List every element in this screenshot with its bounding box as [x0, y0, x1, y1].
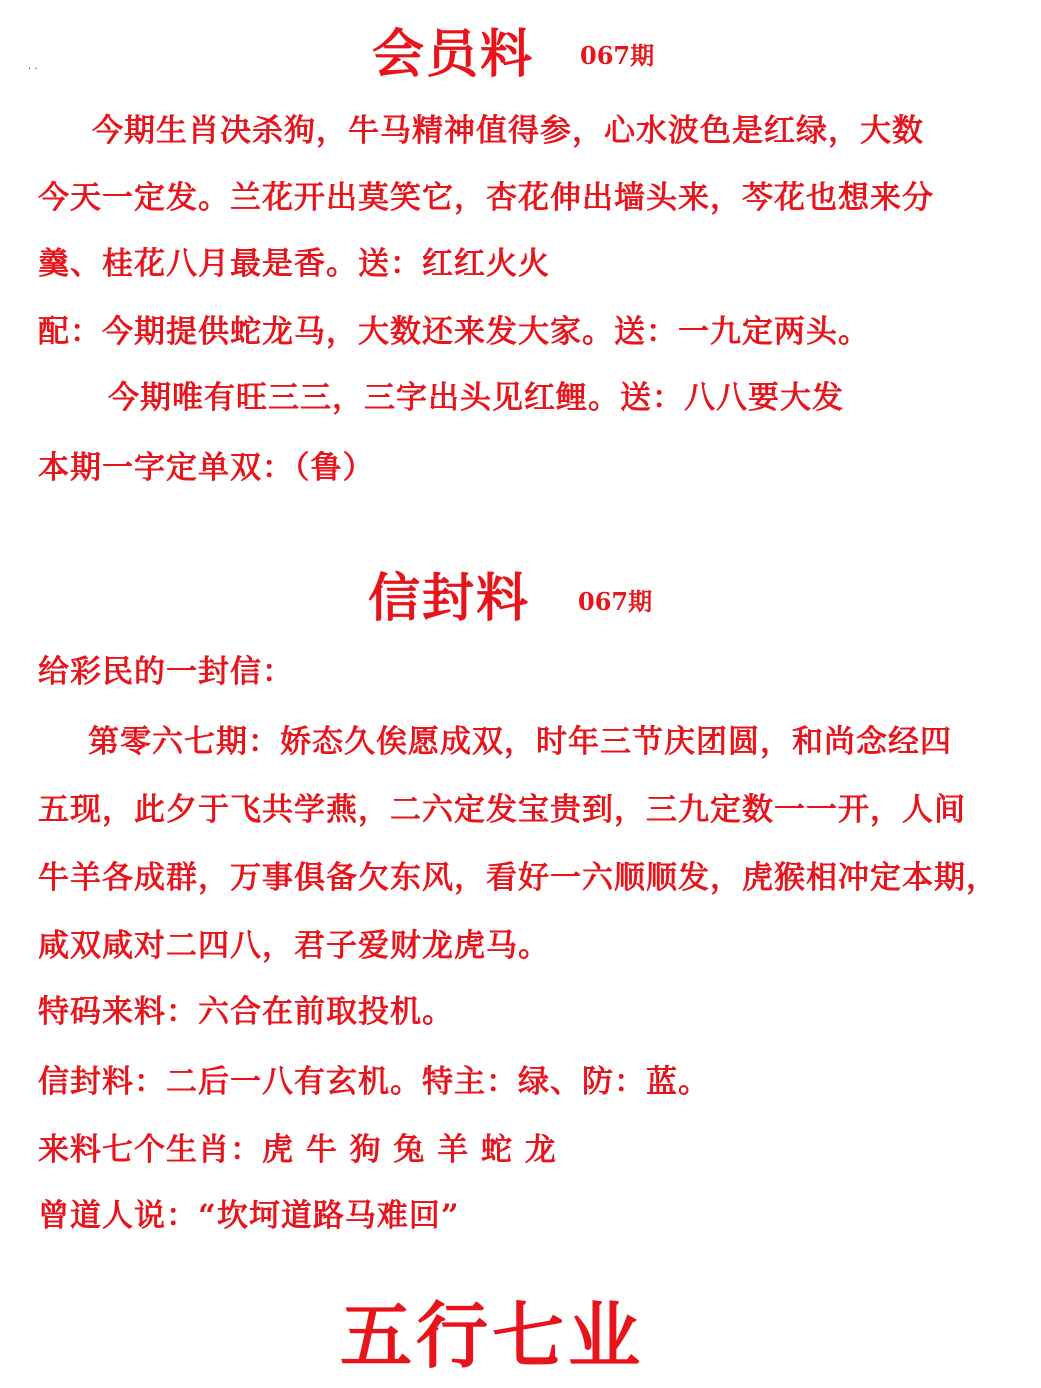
section2-line-4: 牛羊各成群，万事俱备欠东风，看好一六顺顺发，虎猴相冲定本期， [38, 860, 998, 896]
section2-line-2: 第零六七期：娇态久俟愿成双，时年三节庆团圆，和尚念经四 [88, 724, 952, 760]
section1-line-1: 今期生肖决杀狗，牛马精神值得参，心水波色是红绿，大数 [92, 113, 924, 149]
section2-line-3: 五现，此夕于飞共学燕，二六定发宝贵到，三九定数一一开，人间 [38, 792, 966, 828]
section1-title: 会员料 [372, 24, 535, 85]
scan-speck: · · [28, 64, 38, 75]
section1-line-3: 羹、桂花八月最是香。送：红红火火 [38, 246, 550, 282]
section2-line-8: 来料七个生肖：虎 牛 狗 兔 羊 蛇 龙 [38, 1132, 557, 1168]
section2-issue: 067期 [578, 587, 653, 616]
section1-line-2: 今天一定发。兰花开出莫笑它，杏花伸出墙头来，芩花也想来分 [38, 180, 934, 216]
section1-line-4: 配：今期提供蛇龙马，大数还来发大家。送：一九定两头。 [38, 314, 870, 350]
section2-line-1: 给彩民的一封信： [38, 654, 294, 690]
section2-line-9: 曾道人说：“坎坷道路马难回” [38, 1198, 460, 1234]
section2-title: 信封料 [368, 568, 531, 629]
section1-line-6: 本期一字定单双：（鲁） [38, 450, 375, 486]
footer-title: 五行七业 [340, 1293, 645, 1378]
section1-line-5: 今期唯有旺三三，三字出头见红鲤。送：八八要大发 [108, 380, 844, 416]
section2-line-5: 咸双咸对二四八，君子爱财龙虎马。 [38, 928, 550, 964]
section2-line-6: 特码来料：六合在前取投机。 [38, 994, 454, 1030]
section2-line-7: 信封料：二后一八有玄机。特主：绿、防：蓝。 [38, 1064, 710, 1100]
section1-issue: 067期 [580, 41, 655, 70]
